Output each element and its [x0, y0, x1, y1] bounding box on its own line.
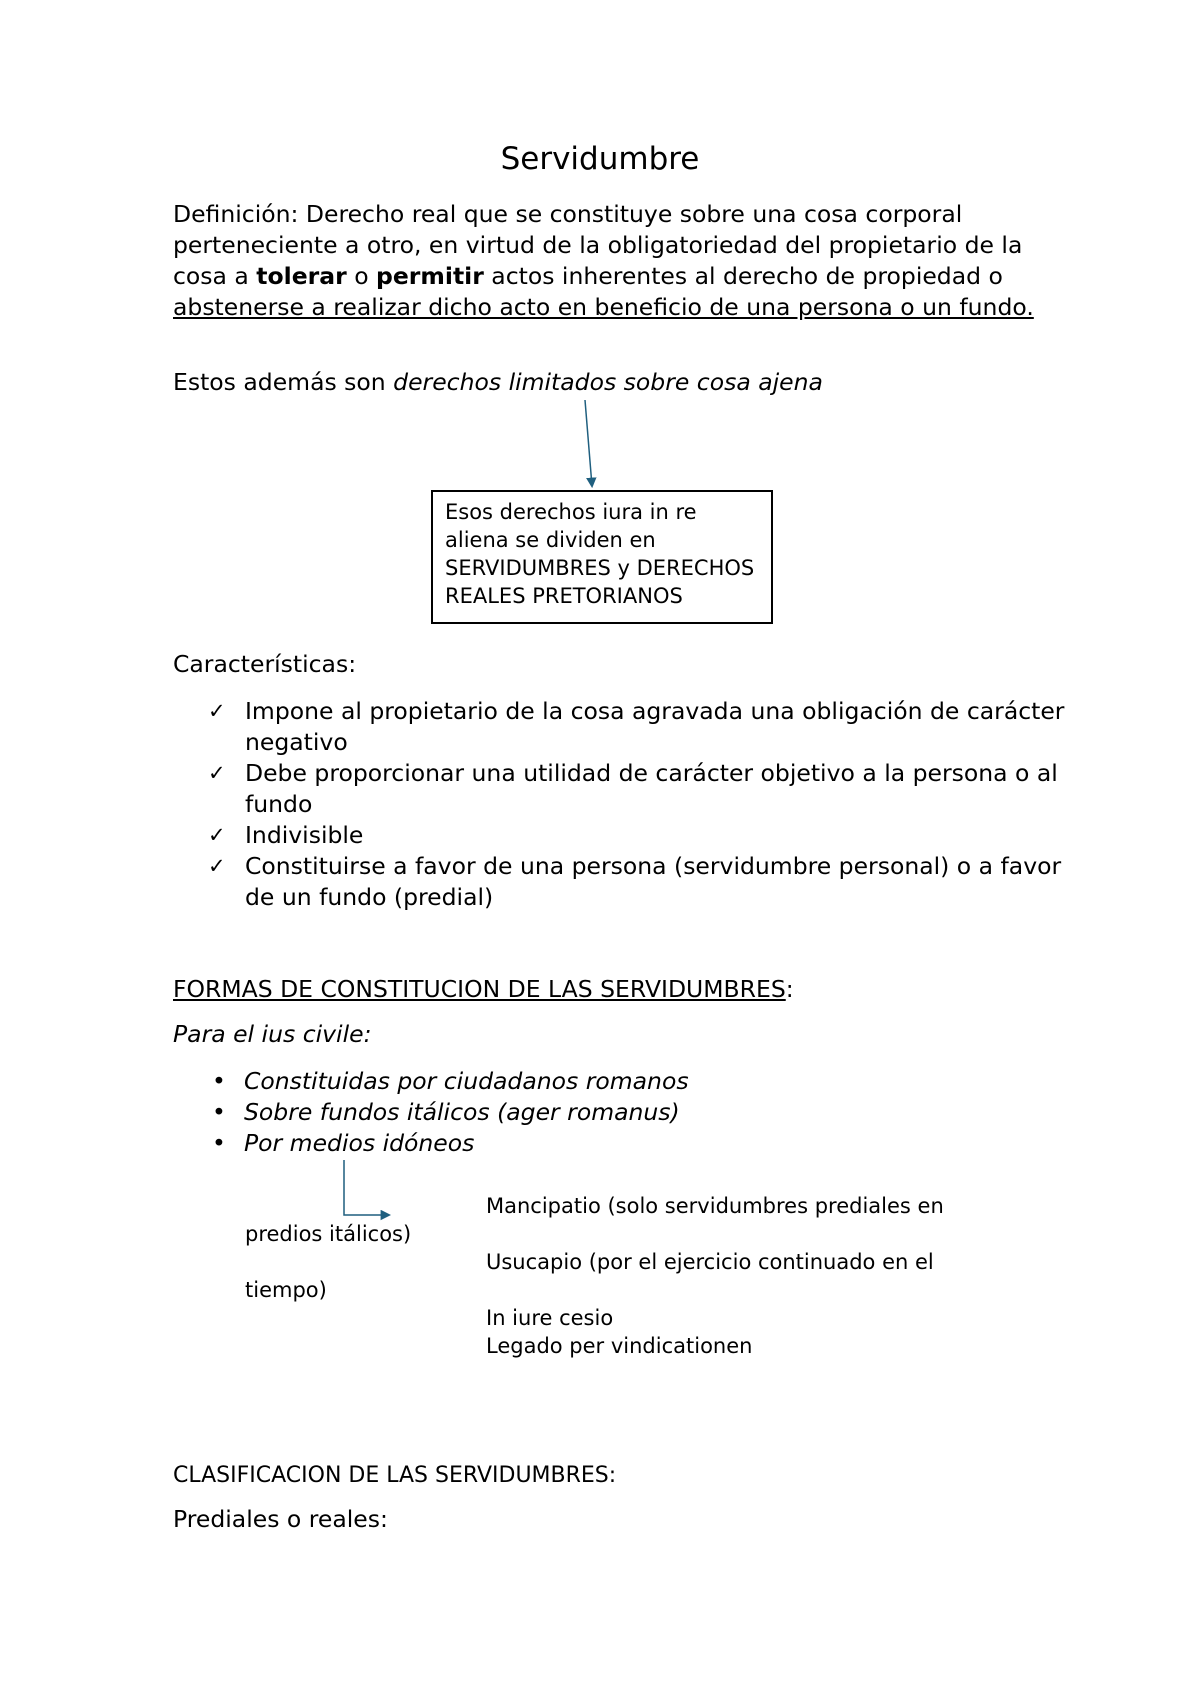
- list-item-text: Por medios idóneos: [244, 1129, 475, 1157]
- ius-civile-subheading: Para el ius civile:: [173, 1020, 372, 1048]
- bullet-icon: •: [212, 1098, 226, 1126]
- formas-heading-text: FORMAS DE CONSTITUCION DE LAS SERVIDUMBRES: [173, 975, 786, 1003]
- formas-heading-colon: :: [785, 975, 794, 1003]
- elbow-arrow-icon: [344, 1160, 389, 1215]
- list-item: [208, 820, 1088, 851]
- definition-underlined-text: abstenerse a realizar dicho acto en beneficio de una persona o un fundo.: [173, 293, 1034, 321]
- caracteristicas-list: [208, 696, 1088, 913]
- definition-bold-permitir: permitir: [376, 262, 484, 290]
- prediales-heading: Prediales o reales:: [173, 1505, 388, 1533]
- list-item: [208, 851, 1088, 913]
- medio-usucapio-cont: tiempo): [245, 1278, 327, 1302]
- checkmark-icon: ✓: [208, 823, 226, 847]
- ius-civile-list: [208, 1066, 1088, 1159]
- document-title: Servidumbre: [500, 141, 700, 177]
- caracteristicas-heading: Características:: [173, 650, 357, 678]
- bullet-icon: •: [212, 1129, 226, 1157]
- list-item-text: Constituirse a favor de una persona (servidumbre personal) o a favor de un fundo (predial): [245, 852, 1062, 911]
- iura-in-re-aliena-textbox: Esos derechos iura in re aliena se dividen en SERVIDUMBRES y DERECHOS REALES PRETORIANOS: [431, 490, 773, 624]
- list-item-text: Constituidas por ciudadanos romanos: [244, 1067, 689, 1095]
- definition-text-2: o: [346, 262, 377, 290]
- definition-bold-tolerar: tolerar: [256, 262, 347, 290]
- down-arrow-icon: [585, 400, 592, 486]
- estos-prefix: Estos además son: [173, 368, 394, 396]
- formas-heading: [173, 974, 1073, 1005]
- list-item: [208, 758, 1088, 820]
- medio-in-iure-cesio: In iure cesio: [486, 1306, 614, 1330]
- definition-text-1: Definición: Derecho real que se constituye sobre una cosa corporal perteneciente a otro, en virtud de la obligatoriedad del propietario de la cosa a: [173, 200, 1023, 290]
- list-item-text: Sobre fundos itálicos (ager romanus): [244, 1098, 680, 1126]
- definition-text-3: actos inherentes al derecho de propiedad o: [483, 262, 1003, 290]
- list-item: [208, 696, 1088, 758]
- checkmark-icon: ✓: [208, 699, 226, 723]
- medio-mancipatio: Mancipatio (solo servidumbres prediales en: [486, 1194, 944, 1218]
- medio-mancipatio-cont: predios itálicos): [245, 1222, 412, 1246]
- list-item-text: Debe proporcionar una utilidad de carácter objetivo a la persona o al fundo: [245, 759, 1058, 818]
- checkmark-icon: ✓: [208, 854, 226, 878]
- checkmark-icon: ✓: [208, 761, 226, 785]
- list-item: [208, 1066, 1088, 1097]
- list-item: [208, 1128, 1088, 1159]
- clasificacion-heading: CLASIFICACION DE LAS SERVIDUMBRES:: [173, 1463, 617, 1488]
- list-item-text: Impone al propietario de la cosa agravada una obligación de carácter negativo: [245, 697, 1065, 756]
- bullet-icon: •: [212, 1067, 226, 1095]
- list-item-text: Indivisible: [245, 821, 364, 849]
- estos-italic: derechos limitados sobre cosa ajena: [393, 368, 823, 396]
- list-item: [208, 1097, 1088, 1128]
- medio-usucapio: Usucapio (por el ejercicio continuado en el: [486, 1250, 934, 1274]
- medio-legado: Legado per vindicationen: [486, 1334, 753, 1358]
